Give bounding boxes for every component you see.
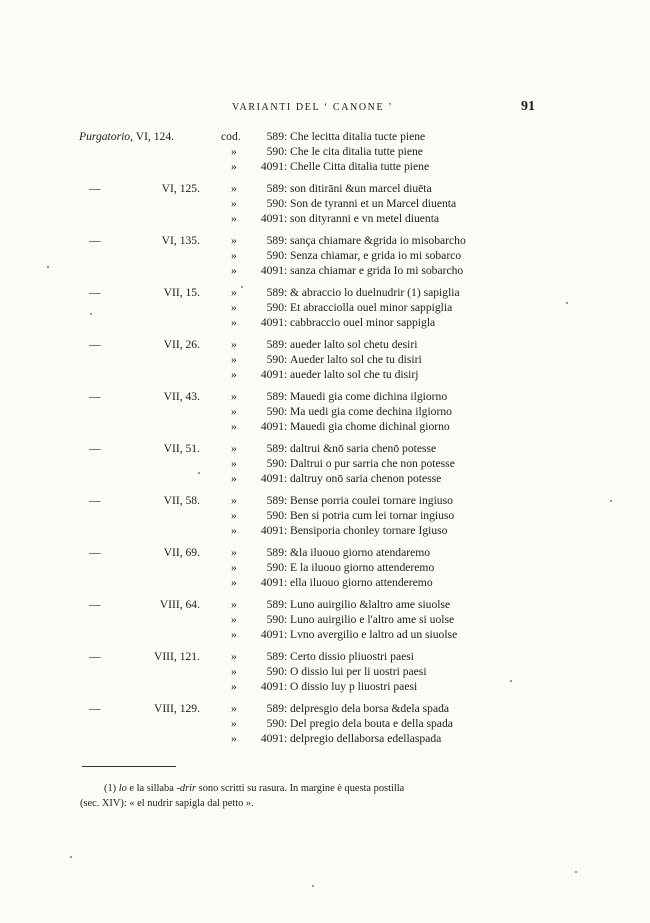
codex-marker: » <box>231 732 237 745</box>
codex-marker: » <box>231 717 237 730</box>
variant-line <box>0 627 650 642</box>
separator-colon: : <box>284 420 288 433</box>
separator-colon: : <box>284 524 288 537</box>
manuscript-number: 589 <box>266 234 284 247</box>
variant-line <box>0 367 650 382</box>
variant-line <box>0 493 650 508</box>
variant-line <box>0 315 650 330</box>
ditto-dash: — <box>89 286 101 299</box>
variant-entry <box>0 389 650 434</box>
separator-colon: : <box>284 576 288 589</box>
footnote-line-1: (1) lo e la sillaba -drir sono scritti su rasura. In margine è questa postilla <box>104 783 405 794</box>
variant-entry <box>0 285 650 330</box>
separator-colon: : <box>284 234 288 247</box>
separator-colon: : <box>284 338 288 351</box>
ditto-dash: — <box>89 598 101 611</box>
variant-reading: &la iluouo giorno atendaremo <box>290 546 431 559</box>
variant-entry <box>0 129 650 174</box>
ditto-dash: — <box>89 182 101 195</box>
manuscript-number: 4091 <box>260 680 284 693</box>
separator-colon: : <box>284 145 288 158</box>
variant-reading: aueder lalto sol che tu disirj <box>290 368 419 381</box>
passage-location: VII, 43. <box>163 390 200 403</box>
codex-marker: » <box>231 286 237 299</box>
separator-colon: : <box>284 390 288 403</box>
variant-line <box>0 560 650 575</box>
variant-reading: daltrui &nō saria chenō potesse <box>290 442 437 455</box>
passage-location: VIII, 129. <box>153 702 200 715</box>
ditto-dash: — <box>89 442 101 455</box>
manuscript-number: 590 <box>266 665 284 678</box>
manuscript-number: 4091 <box>260 160 284 173</box>
manuscript-number: 589 <box>266 546 284 559</box>
variant-reading: Che lecitta ditalia tucte piene <box>290 130 426 143</box>
separator-colon: : <box>284 182 288 195</box>
variant-line <box>0 181 650 196</box>
separator-colon: : <box>284 665 288 678</box>
variant-line <box>0 285 650 300</box>
codex-marker: » <box>231 509 237 522</box>
variant-reading: daltruy onō saria chenon potesse <box>290 472 442 485</box>
separator-colon: : <box>284 316 288 329</box>
variant-line <box>0 144 650 159</box>
codex-marker: » <box>231 420 237 433</box>
variant-line <box>0 731 650 746</box>
variant-reading: Ma uedi gia come dechina ilgiorno <box>290 405 452 418</box>
variant-reading: E la iluouo giorno attenderemo <box>290 561 435 574</box>
variant-reading: son dityranni e vn metel diuenta <box>290 212 440 225</box>
manuscript-number: 4091 <box>260 368 284 381</box>
variant-line <box>0 612 650 627</box>
manuscript-number: 589 <box>266 650 284 663</box>
manuscript-number: 4091 <box>260 264 284 277</box>
variant-reading: Mauedi gia chome dichinal giorno <box>290 420 450 433</box>
manuscript-number: 4091 <box>260 732 284 745</box>
variant-line <box>0 300 650 315</box>
codex-marker: » <box>231 628 237 641</box>
codex-marker: » <box>231 650 237 663</box>
separator-colon: : <box>284 197 288 210</box>
variant-line <box>0 508 650 523</box>
manuscript-number: 590 <box>266 405 284 418</box>
ditto-dash: — <box>89 546 101 559</box>
separator-colon: : <box>284 702 288 715</box>
codex-marker: » <box>231 234 237 247</box>
manuscript-number: 589 <box>266 182 284 195</box>
separator-colon: : <box>284 160 288 173</box>
manuscript-number: 590 <box>266 457 284 470</box>
variant-reading: sança chiamare &grida io misobarcho <box>290 234 466 247</box>
manuscript-number: 590 <box>266 197 284 210</box>
manuscript-number: 589 <box>266 702 284 715</box>
manuscript-number: 590 <box>266 613 284 626</box>
separator-colon: : <box>284 650 288 663</box>
variant-reading: & abraccio lo duelnudrir (1) sapiglia <box>290 286 460 299</box>
page-number: 91 <box>521 99 535 114</box>
separator-colon: : <box>284 249 288 262</box>
codex-marker: » <box>231 316 237 329</box>
separator-colon: : <box>284 301 288 314</box>
variant-reading: Aueder lalto sol che tu disiri <box>290 353 422 366</box>
passage-location: VIII, 121. <box>153 650 200 663</box>
codex-marker: » <box>231 494 237 507</box>
page-header <box>0 99 650 118</box>
variant-line <box>0 233 650 248</box>
codex-marker: » <box>231 264 237 277</box>
codex-marker: » <box>231 576 237 589</box>
codex-marker: » <box>231 145 237 158</box>
codex-marker: » <box>231 390 237 403</box>
variant-line <box>0 701 650 716</box>
codex-marker: » <box>231 368 237 381</box>
variant-reading: sanza chiamar e grida Io mi sobarcho <box>290 264 464 277</box>
separator-colon: : <box>284 212 288 225</box>
variant-line <box>0 679 650 694</box>
variant-reading: Bensiporia chonley tornare Igiuso <box>290 524 448 537</box>
variant-line <box>0 419 650 434</box>
variant-reading: son ditirāni &un marcel diuēta <box>290 182 432 195</box>
codex-marker: » <box>231 249 237 262</box>
manuscript-number: 590 <box>266 561 284 574</box>
variant-reading: Et abracciolla ouel minor sappiglia <box>290 301 453 314</box>
codex-marker: » <box>231 212 237 225</box>
running-head: VARIANTI DEL ‘ CANONE ’ <box>232 102 394 113</box>
footnote-rule <box>82 766 176 767</box>
variant-line <box>0 664 650 679</box>
ditto-dash: — <box>89 338 101 351</box>
codex-marker: » <box>231 301 237 314</box>
variant-entry <box>0 181 650 226</box>
separator-colon: : <box>284 628 288 641</box>
variant-reading: Ben si potria cum lei tornar ingiuso <box>290 509 455 522</box>
variant-line <box>0 441 650 456</box>
variant-reading: Chelle Citta ditalia tutte piene <box>290 160 430 173</box>
variant-entry <box>0 337 650 382</box>
variant-line <box>0 263 650 278</box>
ditto-dash: — <box>89 390 101 403</box>
variant-reading: aueder lalto sol chetu desiri <box>290 338 418 351</box>
variant-reading: Luno auirgilio e l'altro ame si uolse <box>290 613 455 626</box>
codex-marker: » <box>231 472 237 485</box>
separator-colon: : <box>284 353 288 366</box>
manuscript-number: 589 <box>266 286 284 299</box>
codex-marker: » <box>231 405 237 418</box>
separator-colon: : <box>284 130 288 143</box>
codex-marker: » <box>231 457 237 470</box>
variant-line <box>0 575 650 590</box>
codex-marker: » <box>231 613 237 626</box>
variant-reading: Del pregio dela bouta e della spada <box>290 717 453 730</box>
variant-line <box>0 196 650 211</box>
passage-reference: Purgatorio, VI, 124. <box>79 130 175 143</box>
variant-line <box>0 471 650 486</box>
variant-line <box>0 597 650 612</box>
ditto-dash: — <box>89 650 101 663</box>
codex-marker: » <box>231 598 237 611</box>
codex-marker: » <box>231 665 237 678</box>
codex-marker: » <box>231 353 237 366</box>
manuscript-number: 4091 <box>260 524 284 537</box>
variant-reading: delpregio dellaborsa edellaspada <box>290 732 442 745</box>
variant-reading: Luno auirgilio &laltro ame siuolse <box>290 598 451 611</box>
variant-line <box>0 352 650 367</box>
variant-reading: Mauedi gia come dichina ilgiorno <box>290 390 448 403</box>
codex-marker: » <box>231 197 237 210</box>
codex-marker: » <box>231 702 237 715</box>
manuscript-number: 4091 <box>260 420 284 433</box>
variant-line <box>0 337 650 352</box>
separator-colon: : <box>284 405 288 418</box>
variant-line <box>0 389 650 404</box>
variant-reading: O dissio lui per li uostri paesi <box>290 665 427 678</box>
manuscript-number: 4091 <box>260 576 284 589</box>
variant-line <box>0 545 650 560</box>
manuscript-number: 4091 <box>260 472 284 485</box>
codex-marker: cod. <box>221 130 241 143</box>
variant-reading: cabbraccio ouel minor sappigla <box>290 316 436 329</box>
codex-marker: » <box>231 442 237 455</box>
separator-colon: : <box>284 442 288 455</box>
codex-marker: » <box>231 182 237 195</box>
manuscript-number: 4091 <box>260 212 284 225</box>
separator-colon: : <box>284 509 288 522</box>
variant-reading: Senza chiamar, e grida io mi sobarco <box>290 249 462 262</box>
manuscript-number: 4091 <box>260 628 284 641</box>
variant-entry <box>0 701 650 746</box>
variant-reading: Certo dissio pliuostri paesi <box>290 650 414 663</box>
manuscript-number: 590 <box>266 353 284 366</box>
manuscript-number: 590 <box>266 145 284 158</box>
separator-colon: : <box>284 598 288 611</box>
footnote <box>80 781 550 811</box>
variant-entry <box>0 545 650 590</box>
variant-reading: O dissio luy p liuostri paesi <box>290 680 418 693</box>
passage-location: VI, 135. <box>161 234 200 247</box>
codex-marker: » <box>231 680 237 693</box>
separator-colon: : <box>284 680 288 693</box>
passage-location: VII, 58. <box>163 494 200 507</box>
variant-line <box>0 211 650 226</box>
separator-colon: : <box>284 286 288 299</box>
variant-line <box>0 523 650 538</box>
ditto-dash: — <box>89 702 101 715</box>
codex-marker: » <box>231 338 237 351</box>
variant-entry <box>0 649 650 694</box>
manuscript-number: 590 <box>266 717 284 730</box>
variant-reading: ella iluouo giorno attenderemo <box>290 576 433 589</box>
separator-colon: : <box>284 368 288 381</box>
passage-location: VII, 15. <box>163 286 200 299</box>
passage-location: VI, 125. <box>161 182 200 195</box>
variant-line <box>0 716 650 731</box>
variant-reading: Lvno avergilio e laltro ad un siuolse <box>290 628 458 641</box>
variant-line <box>0 129 650 144</box>
variant-reading: delpresgio dela borsa &dela spada <box>290 702 450 715</box>
separator-colon: : <box>284 546 288 559</box>
variant-entry <box>0 441 650 486</box>
passage-location: VII, 51. <box>163 442 200 455</box>
variant-line <box>0 159 650 174</box>
variant-reading: Daltrui o pur sarria che non potesse <box>290 457 455 470</box>
manuscript-number: 589 <box>266 598 284 611</box>
variant-reading: Son de tyranni et un Marcel diuenta <box>290 197 457 210</box>
codex-marker: » <box>231 524 237 537</box>
codex-marker: » <box>231 546 237 559</box>
variant-line <box>0 456 650 471</box>
codex-marker: » <box>231 561 237 574</box>
variant-line <box>0 404 650 419</box>
ditto-dash: — <box>89 234 101 247</box>
manuscript-number: 589 <box>266 130 284 143</box>
manuscript-number: 4091 <box>260 316 284 329</box>
variant-entry <box>0 233 650 278</box>
manuscript-number: 589 <box>266 390 284 403</box>
separator-colon: : <box>284 494 288 507</box>
variant-line <box>0 649 650 664</box>
manuscript-number: 589 <box>266 338 284 351</box>
separator-colon: : <box>284 613 288 626</box>
manuscript-number: 590 <box>266 301 284 314</box>
manuscript-number: 590 <box>266 509 284 522</box>
separator-colon: : <box>284 732 288 745</box>
separator-colon: : <box>284 472 288 485</box>
passage-location: VII, 69. <box>163 546 200 559</box>
separator-colon: : <box>284 717 288 730</box>
variant-reading: Bense porria coulei tornare ingiuso <box>290 494 453 507</box>
passage-location: VIII, 64. <box>159 598 200 611</box>
variant-reading: Che le cita ditalia tutte piene <box>290 145 423 158</box>
separator-colon: : <box>284 561 288 574</box>
variant-entry <box>0 597 650 642</box>
manuscript-number: 589 <box>266 442 284 455</box>
manuscript-number: 589 <box>266 494 284 507</box>
separator-colon: : <box>284 264 288 277</box>
variant-line <box>0 248 650 263</box>
separator-colon: : <box>284 457 288 470</box>
ditto-dash: — <box>89 494 101 507</box>
variant-entry <box>0 493 650 538</box>
footnote-line-2: (sec. XIV): « el nudrir sapigla dal petto ». <box>80 798 254 809</box>
codex-marker: » <box>231 160 237 173</box>
passage-location: VII, 26. <box>163 338 200 351</box>
manuscript-number: 590 <box>266 249 284 262</box>
